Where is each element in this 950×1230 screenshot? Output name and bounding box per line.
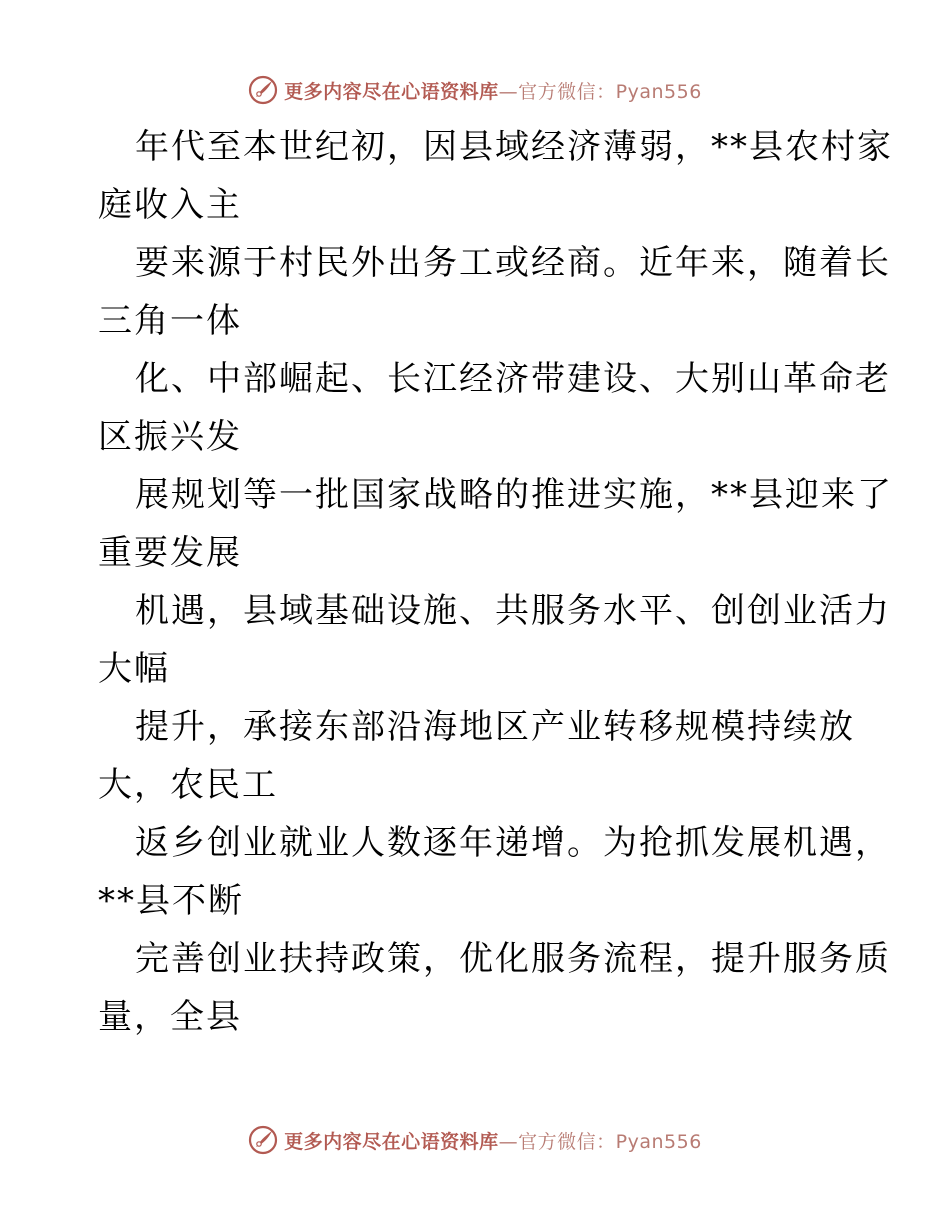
quill-seal-icon (248, 1125, 278, 1155)
paragraph (98, 234, 891, 350)
paragraph (98, 698, 858, 814)
paragraph-line: 机遇，县域基础设施、共服务水平、创创业活力 (135, 591, 891, 631)
paragraph (98, 466, 893, 582)
header-banner-lead: 更多内容尽在心语资料库 (284, 80, 499, 103)
footer-banner-lead: 更多内容尽在心语资料库 (284, 1130, 499, 1153)
paragraph (98, 930, 891, 1046)
paragraph-line: 返乡创业就业人数逐年递增。为抢抓发展机遇， (135, 823, 891, 863)
paragraph (98, 582, 891, 698)
paragraph-line: 大，农民工 (98, 765, 278, 805)
footer-banner-text (284, 1127, 702, 1154)
header-banner-rest: —官方微信：Pyan556 (498, 80, 702, 103)
header-banner-text (284, 77, 702, 104)
paragraph-line: 化、中部崛起、长江经济带建设、大别山革命老 (135, 359, 891, 399)
paragraph-line: 庭收入主 (98, 185, 242, 225)
paragraph-line: 提升，承接东部沿海地区产业转移规模持续放 (135, 707, 855, 747)
paragraph-line: **县不断 (98, 881, 244, 921)
header-banner (0, 72, 950, 108)
paragraph-line: 区振兴发 (98, 417, 242, 457)
paragraph (98, 118, 893, 234)
footer-banner (0, 1122, 950, 1158)
quill-seal-icon (248, 75, 278, 105)
paragraph-line: 大幅 (98, 649, 170, 689)
paragraph-line: 三角一体 (98, 301, 242, 341)
paragraph (98, 814, 891, 930)
paragraph-line: 要来源于村民外出务工或经商。近年来，随着长 (135, 243, 891, 283)
document-body (98, 118, 893, 1046)
paragraph-line: 展规划等一批国家战略的推进实施，**县迎来了 (135, 475, 893, 515)
paragraph (98, 350, 891, 466)
paragraph-line: 年代至本世纪初，因县域经济薄弱，**县农村家 (135, 127, 893, 167)
footer-banner-rest: —官方微信：Pyan556 (498, 1130, 702, 1153)
paragraph-line: 量，全县 (98, 997, 242, 1037)
paragraph-line: 完善创业扶持政策，优化服务流程，提升服务质 (135, 939, 891, 979)
paragraph-line: 重要发展 (98, 533, 242, 573)
